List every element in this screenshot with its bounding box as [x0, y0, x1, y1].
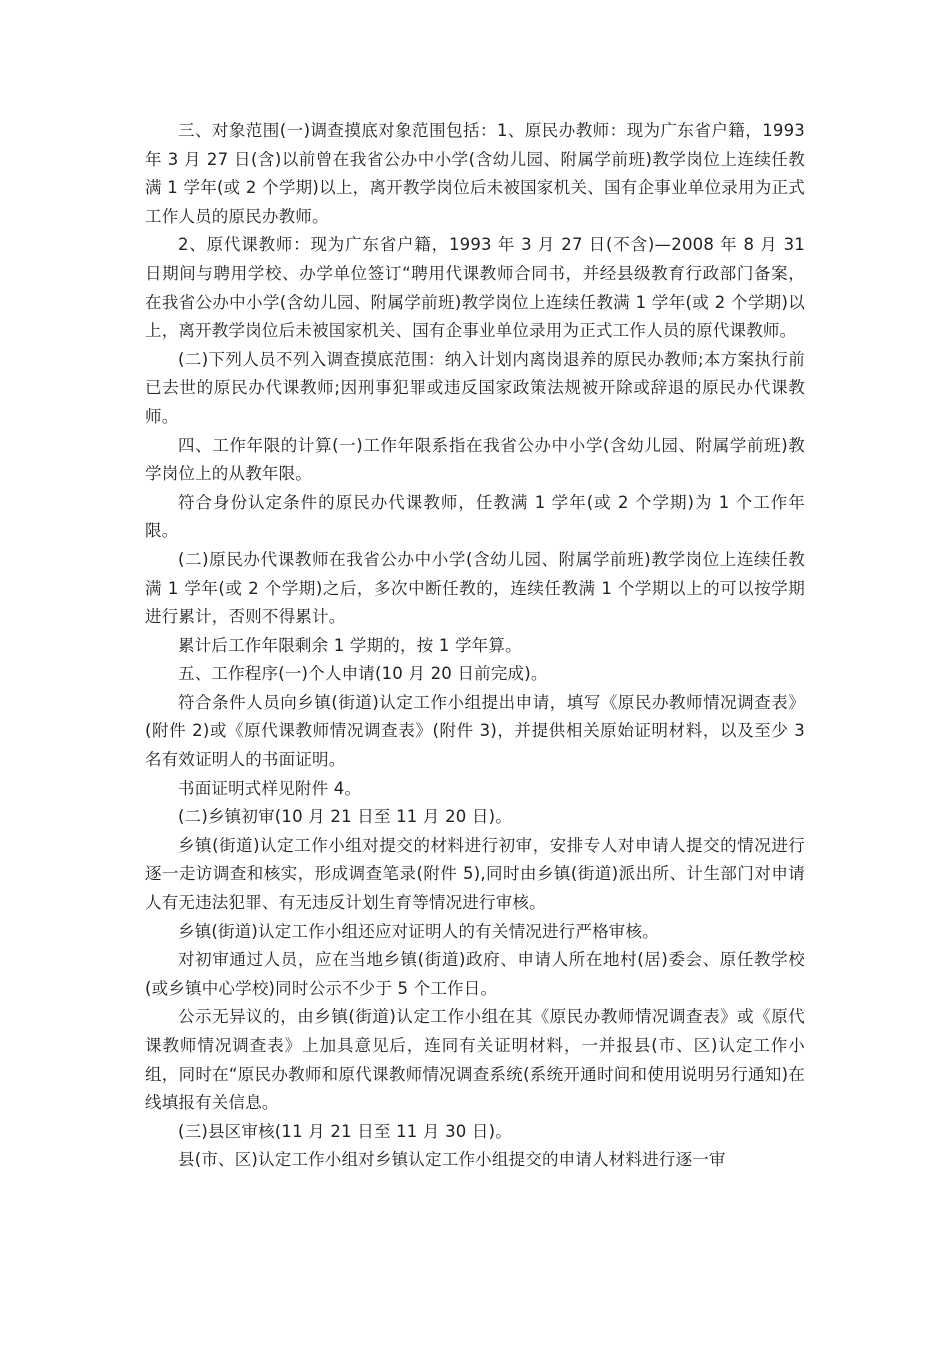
paragraph-proof-template: 书面证明式样见附件 4。	[178, 778, 362, 798]
paragraph-excluded-persons: (二)下列人员不列入调查摸底范围：纳入计划内离岗退养的原民办教师;本方案执行前已去世的原民办代课教师;因刑事犯罪或违反国家政策法规被开除或辞退的原民办代课教师。	[145, 349, 805, 426]
paragraph-work-year-definition: 符合身份认定条件的原民办代课教师，任教满 1 学年(或 2 个学期)为 1 个工作年限。	[145, 492, 805, 541]
paragraph-substitute-teachers: 2、原代课教师：现为广东省户籍，1993 年 3 月 27 日(不含)—2008 年 8 月 31 日期间与聘用学校、办学单位签订“聘用代课教师合同书，并经县级教育行政部门备案，在我省公办中小学(含幼儿园、附属学前班)教学岗位上连续任教满 1 学年(或 2 个学期)以上，离开教学岗位后未被国家机关、国有企事业单位录用为正式工作人员的原代课教师。	[145, 235, 805, 341]
paragraph-no-objection: 公示无异议的，由乡镇(街道)认定工作小组在其《原民办教师情况调查表》或《原代课教师情况调查表》上加具意见后，连同有关证明材料，一并报县(市、区)认定工作小组，同时在“原民办教师和原代课教师情况调查系统(系统开通时间和使用说明另行通知)在线填报有关信息。	[145, 1007, 805, 1113]
document-body	[145, 117, 805, 1175]
paragraph-township-review: 乡镇(街道)认定工作小组对提交的材料进行初审，安排专人对申请人提交的情况进行逐一走访调查和核实，形成调查笔录(附件 5),同时由乡镇(街道)派出所、计生部门对申请人有无违法犯罪、有无违反计划生育等情况进行审核。	[145, 835, 805, 913]
paragraph-section-five-procedure: 五、工作程序(一)个人申请(10 月 20 日前完成)。	[178, 664, 548, 684]
paragraph-section-four-work-years: 四、工作年限的计算(一)工作年限系指在我省公办中小学(含幼儿园、附属学前班)教学岗位上的从教年限。	[145, 435, 805, 484]
paragraph-witness-review: 乡镇(街道)认定工作小组还应对证明人的有关情况进行严格审核。	[178, 921, 659, 941]
paragraph-county-review: 县(市、区)认定工作小组对乡镇认定工作小组提交的申请人材料进行逐一审	[178, 1150, 726, 1170]
paragraph-application: 符合条件人员向乡镇(街道)认定工作小组提出申请，填写《原民办教师情况调查表》(附件 2)或《原代课教师情况调查表》(附件 3)，并提供相关原始证明材料，以及至少 3 名有效证明人的书面证明。	[145, 692, 805, 770]
paragraph-public-notice: 对初审通过人员，应在当地乡镇(街道)政府、申请人所在地村(居)委会、原任教学校(或乡镇中心学校)同时公示不少于 5 个工作日。	[145, 950, 805, 998]
paragraph-remaining-semester: 累计后工作年限剩余 1 学期的，按 1 学年算。	[178, 635, 522, 655]
paragraph-interrupted-teaching: (二)原民办代课教师在我省公办中小学(含幼儿园、附属学前班)教学岗位上连续任教满 1 学年(或 2 个学期)之后，多次中断任教的，连续任教满 1 个学期以上的可以按学期进行累计，否则不得累计。	[145, 549, 805, 627]
paragraph-township-review-heading: (二)乡镇初审(10 月 21 日至 11 月 20 日)。	[178, 807, 512, 827]
paragraph-county-review-heading: (三)县区审核(11 月 21 日至 11 月 30 日)。	[178, 1121, 512, 1141]
paragraph-section-three-scope: 三、对象范围(一)调查摸底对象范围包括：1、原民办教师：现为广东省户籍，1993 年 3 月 27 日(含)以前曾在我省公办中小学(含幼儿园、附属学前班)教学岗位上连续任教满 1 学年(或 2 个学期)以上，离开教学岗位后未被国家机关、国有企事业单位录用为正式工作人员的原民办教师。	[145, 121, 805, 226]
